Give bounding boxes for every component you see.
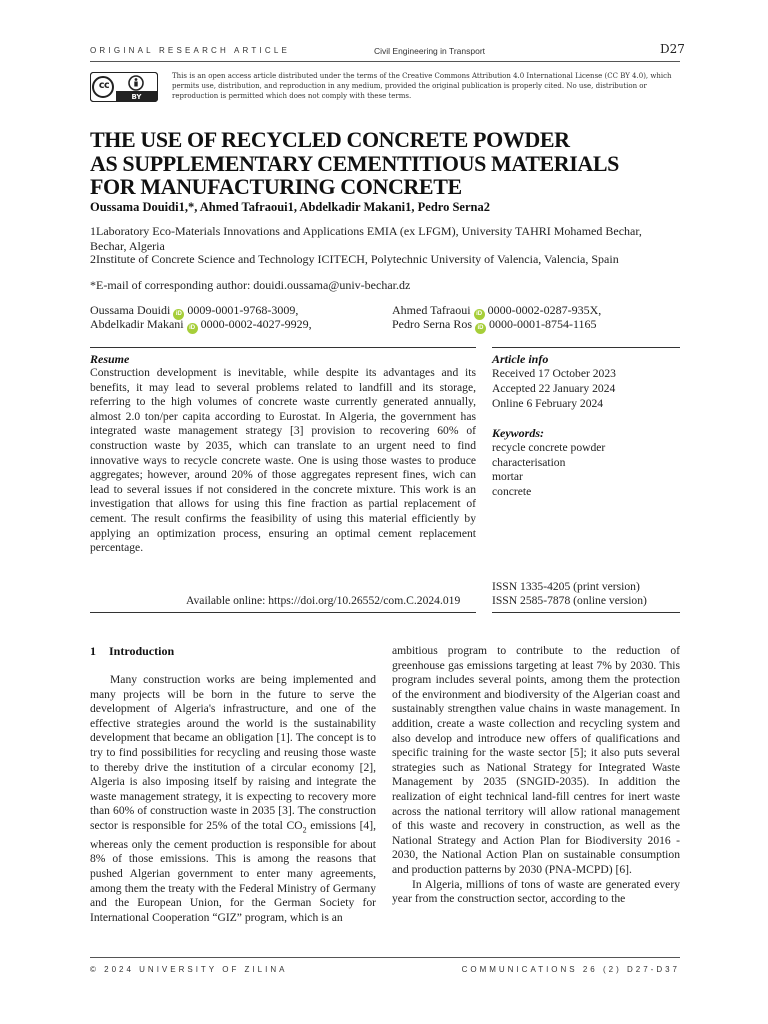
paragraph: In Algeria, millions of tons of waste are generated every year from the construction sector, according to the (392, 877, 680, 906)
by-label: BY (131, 93, 142, 101)
affiliation-1: 1Laboratory Eco-Materials Innovations and Applications EMIA (ex LFGM), University TAHRI Mohamed Bechar, Bechar, Algeria (90, 224, 642, 253)
orcid-id[interactable]: 0000-0002-4027-9929, (200, 317, 312, 331)
footer-copyright: © 2024 UNIVERSITY OF ZILINA (90, 965, 288, 974)
orcid-author-name: Pedro Serna Ros (392, 317, 472, 331)
received-date: Received 17 October 2023 (492, 367, 616, 380)
orcid-icon[interactable]: iD (173, 309, 184, 320)
orcid-icon[interactable]: iD (187, 323, 198, 334)
issn-print: ISSN 1335-4205 (print version) (492, 580, 640, 593)
author-list: Oussama Douidi1,*, Ahmed Tafraoui1, Abdelkadir Makani1, Pedro Serna2 (90, 200, 490, 214)
orcid-icon[interactable]: iD (474, 309, 485, 320)
orcid-author-name: Ahmed Tafraoui (392, 303, 471, 317)
orcid-author-name: Abdelkadir Makani (90, 317, 184, 331)
doi-link[interactable]: Available online: https://doi.org/10.26552/com.C.2024.019 (186, 594, 461, 607)
keywords-heading: Keywords: (492, 426, 544, 440)
orcid-entry (392, 317, 597, 334)
title-line: THE USE OF RECYCLED CONCRETE POWDER (90, 127, 570, 152)
cc-label: cc (98, 80, 110, 91)
section-number: 1 (90, 644, 96, 658)
orcid-id[interactable]: 0000-0001-8754-1165 (489, 317, 597, 331)
keyword: mortar (492, 470, 523, 483)
info-top-rule (492, 347, 680, 348)
article-title (90, 128, 690, 199)
keyword: concrete (492, 485, 532, 498)
license-text: This is an open access article distributed under the terms of the Creative Commons Attribution 4.0 International License (CC BY 4.0), which permits use, distribution, and reproduction in any medium, provided the original publication is properly cited. No use, distribution or reproduction is permitted which does not comply with these terms. (172, 72, 672, 100)
abstract-heading: Resume (90, 352, 130, 366)
page-code: D27 (660, 42, 685, 56)
intro-left-column (90, 673, 376, 925)
paragraph: ambitious program to contribute to the reduction of greenhouse gas emissions targeting at least 7% by 2030. This program includes several points, among them the protection of the environment and biodiversity of the Algerian coast and sustainably strengthen value chains in waste management. In addition, create a waste collection and recycling system and also develop and introduce new offers of qualifications and specific training for the waste sector [5]; it also puts several strategies such as National Strategy for Integrated Waste Management by 2035 (SNGID-2035). In addition the realization of eight technical land-fill centres for inert waste across the national territory will allow rational management of this waste and recovery in construction, as well as the National Strategy and Action Plan for Biodiversity 2016 - 2030, the National Action Plan on sustainable consumption and production patterns by 2030 (PNA-MCPD) [6]. (392, 644, 680, 876)
article-type-label: ORIGINAL RESEARCH ARTICLE (90, 46, 291, 55)
cc-by-license-badge (90, 72, 158, 102)
abstract-text: Construction development is inevitable, while despite its advantages and its benefits, it may lead to several problems related to landfill and its storage, referring to the high volumes of concrete waste currently generated annually, almost 2.0 ton/per capita according to Eurostat. In Algeria, the government has integrated waste management strategy [3] provision to recovering 60% of construction waste by 2035, which can translate to an urgent need to find innovative ways to recycle concrete waste. One is using those wastes to produce aggregates; however, around 20% of those aggregates represent fines, wich can lead to several issues if not considered in the concrete mixture. This work is an investigation that allows for using this fine fraction as partial replacement of cement. The result confirms the feasibility of using this material efficiently by applying an optimization process, ensuring an optimal cement replacement percentage. (90, 366, 476, 555)
intro-right-column (392, 644, 680, 907)
online-date: Online 6 February 2024 (492, 397, 604, 410)
abstract-top-rule (90, 347, 476, 348)
section-title: Introduction (109, 644, 175, 658)
article-info-heading: Article info (492, 352, 549, 366)
issn-online: ISSN 2585-7878 (online version) (492, 594, 647, 607)
accepted-date: Accepted 22 January 2024 (492, 382, 616, 395)
affiliation-2: 2Institute of Concrete Science and Technology ICITECH, Polytechnic University of Valencia, Valencia, Spain (90, 252, 619, 266)
footer-rule (90, 957, 680, 958)
orcid-id[interactable]: 0009-0001-9768-3009, (187, 303, 299, 317)
orcid-entry (90, 317, 312, 334)
paragraph: Many construction works are being implemented and many projects will be born in the future to serve the development of Algeria's infrastructure, and one of the effective strategies around the world is the sustainability development that became an obligation [1]. The concept is to try to find possibilities for recycling and reusing those waste to thereby drive the institution of a circular economy [2], Algeria is also imposing itself by raising and integrate the waste management strategy, it is expecting to recovery more than 60% of construction waste in 2035 [3]. The construction sector is responsible for 25% of the total $CO_2$ emissions [4], whereas only the cement production is responsible for about 8% of those emissions. This is among the reasons that pushed Algerian government to enter many agreements, among them the treaty with the Federal Ministry of Germany and the European Union, for the German Society for International Cooperation “GIZ” program, which is an (90, 673, 376, 924)
corresponding-email[interactable]: *E-mail of corresponding author: douidi.oussama@univ-bechar.dz (90, 278, 411, 292)
header-rule (90, 61, 680, 62)
abstract-bottom-rule (90, 612, 476, 613)
orcid-id[interactable]: 0000-0002-0287-935X, (487, 303, 602, 317)
journal-section-label: Civil Engineering in Transport (374, 46, 486, 56)
title-line: AS SUPPLEMENTARY CEMENTITIOUS MATERIALS (90, 150, 620, 176)
footer-journal-info: COMMUNICATIONS 26 (2) D27-D37 (461, 965, 680, 974)
orcid-author-name: Oussama Douidi (90, 303, 171, 317)
keyword: characterisation (492, 456, 566, 469)
info-bottom-rule (492, 612, 680, 613)
orcid-icon[interactable]: iD (475, 323, 486, 334)
section-heading (90, 644, 174, 659)
title-line: FOR MANUFACTURING CONCRETE (90, 174, 462, 199)
keyword: recycle concrete powder (492, 441, 606, 454)
